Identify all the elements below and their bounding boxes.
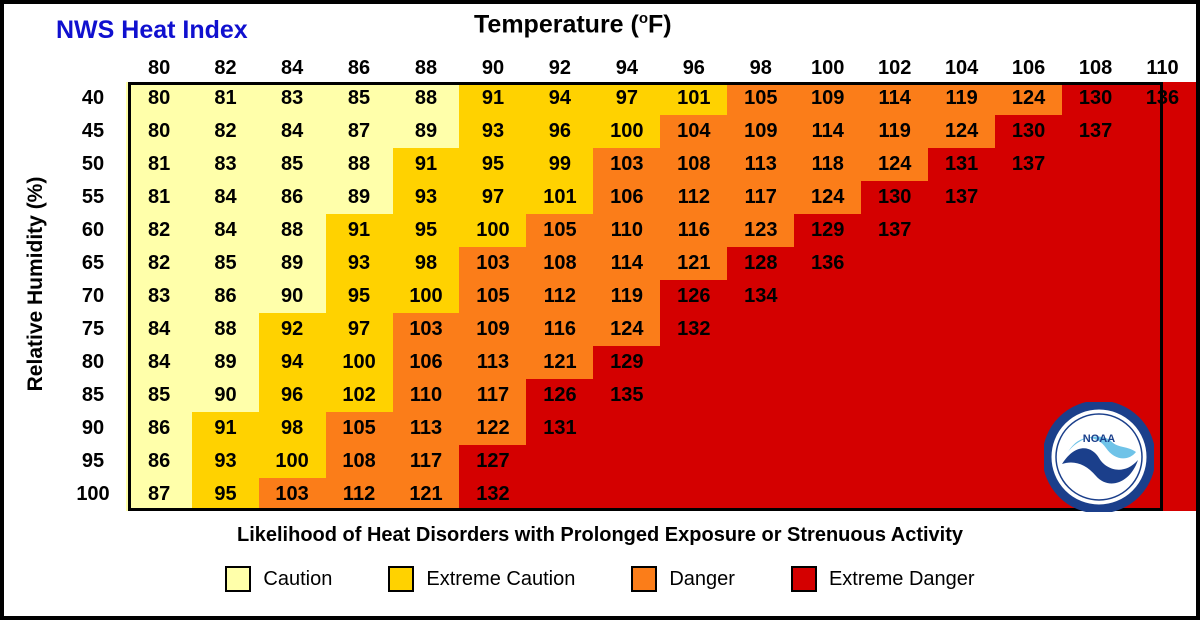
cell-60-110 [1129,214,1196,247]
cell-65-98: 128 [727,247,794,280]
table-row [60,181,1196,214]
degree-symbol: o [638,10,649,27]
cell-60-90: 100 [459,214,526,247]
cell-90-84: 98 [259,412,326,445]
cell-75-106 [995,313,1062,346]
cell-85-92: 126 [526,379,593,412]
x-axis-title-tail: F) [648,10,672,39]
cell-75-82: 88 [192,313,258,346]
col-head-15: 110 [1129,54,1196,82]
cell-40-92: 94 [526,82,593,115]
cell-95-98 [727,445,794,478]
cell-55-88: 93 [393,181,460,214]
cell-85-82: 90 [192,379,258,412]
cell-65-82: 85 [192,247,258,280]
cell-70-80: 83 [126,280,192,313]
row-head-8: 80 [60,346,126,379]
cell-65-110 [1129,247,1196,280]
cell-40-80: 80 [126,82,192,115]
cell-95-86: 108 [326,445,393,478]
cell-40-110: 136 [1129,82,1196,115]
cell-90-86: 105 [326,412,393,445]
col-head-8: 96 [660,54,727,82]
cell-85-80: 85 [126,379,192,412]
cell-80-84: 94 [259,346,326,379]
cell-75-110 [1129,313,1196,346]
noaa-logo [1044,402,1154,512]
cell-60-80: 82 [126,214,192,247]
cell-100-84: 103 [259,478,326,511]
cell-100-82: 95 [192,478,258,511]
cell-65-100: 136 [794,247,861,280]
col-head-9: 98 [727,54,794,82]
cell-80-100 [794,346,861,379]
cell-75-84: 92 [259,313,326,346]
cell-40-90: 91 [459,82,526,115]
col-head-0: 80 [126,54,192,82]
cell-40-82: 81 [192,82,258,115]
cell-100-88: 121 [393,478,460,511]
cell-45-94: 100 [593,115,660,148]
cell-65-108 [1062,247,1129,280]
cell-80-86: 100 [326,346,393,379]
cell-80-82: 89 [192,346,258,379]
col-head-5: 90 [459,54,526,82]
page-title: NWS Heat Index [56,16,248,44]
legend-swatch-danger [631,566,657,592]
cell-70-88: 100 [393,280,460,313]
y-axis-title: Relative Humidity (%) [24,176,47,392]
cell-45-88: 89 [393,115,460,148]
table-row [60,115,1196,148]
legend-swatch-extreme-caution [388,566,414,592]
cell-85-88: 110 [393,379,460,412]
table-row [60,412,1196,445]
table-row [60,82,1196,115]
cell-100-80: 87 [126,478,192,511]
col-head-14: 108 [1062,54,1129,82]
cell-65-106 [995,247,1062,280]
cell-65-94: 114 [593,247,660,280]
cell-100-92 [526,478,593,511]
cell-75-80: 84 [126,313,192,346]
cell-65-92: 108 [526,247,593,280]
cell-45-90: 93 [459,115,526,148]
cell-55-108 [1062,181,1129,214]
cell-90-90: 122 [459,412,526,445]
row-head-3: 55 [60,181,126,214]
col-head-4: 88 [393,54,460,82]
cell-45-80: 80 [126,115,192,148]
x-axis-title-text: Temperature ( [474,10,639,39]
cell-50-110 [1129,148,1196,181]
cell-40-88: 88 [393,82,460,115]
cell-40-102: 114 [861,82,928,115]
cell-80-94: 129 [593,346,660,379]
cell-70-84: 90 [259,280,326,313]
col-head-3: 86 [326,54,393,82]
cell-50-86: 88 [326,148,393,181]
cell-100-100 [794,478,861,511]
cell-70-100 [794,280,861,313]
row-head-9: 85 [60,379,126,412]
heat-index-body [60,82,1196,511]
cell-40-94: 97 [593,82,660,115]
cell-90-94 [593,412,660,445]
cell-45-108: 137 [1062,115,1129,148]
row-head-4: 60 [60,214,126,247]
cell-55-92: 101 [526,181,593,214]
row-head-1: 45 [60,115,126,148]
cell-60-106 [995,214,1062,247]
cell-60-98: 123 [727,214,794,247]
cell-95-92 [526,445,593,478]
cell-95-82: 93 [192,445,258,478]
cell-75-102 [861,313,928,346]
cell-45-86: 87 [326,115,393,148]
cell-80-80: 84 [126,346,192,379]
cell-70-82: 86 [192,280,258,313]
cell-40-106: 124 [995,82,1062,115]
cell-90-88: 113 [393,412,460,445]
row-head-5: 65 [60,247,126,280]
cell-55-86: 89 [326,181,393,214]
cell-80-108 [1062,346,1129,379]
cell-95-102 [861,445,928,478]
cell-45-110 [1129,115,1196,148]
cell-75-88: 103 [393,313,460,346]
cell-55-106 [995,181,1062,214]
row-head-0: 40 [60,82,126,115]
cell-85-84: 96 [259,379,326,412]
cell-50-88: 91 [393,148,460,181]
cell-95-84: 100 [259,445,326,478]
table-row [60,346,1196,379]
table-row [60,313,1196,346]
cell-45-82: 82 [192,115,258,148]
cell-40-108: 130 [1062,82,1129,115]
cell-85-102 [861,379,928,412]
cell-75-96: 132 [660,313,727,346]
cell-70-90: 105 [459,280,526,313]
cell-90-102 [861,412,928,445]
cell-90-100 [794,412,861,445]
cell-75-90: 109 [459,313,526,346]
cell-65-80: 82 [126,247,192,280]
cell-60-96: 116 [660,214,727,247]
cell-75-108 [1062,313,1129,346]
cell-80-96 [660,346,727,379]
heat-index-table [60,54,1196,511]
cell-80-104 [928,346,995,379]
cell-55-98: 117 [727,181,794,214]
table-row [60,478,1196,511]
cell-85-98 [727,379,794,412]
cell-80-102 [861,346,928,379]
cell-95-94 [593,445,660,478]
cell-45-100: 114 [794,115,861,148]
cell-45-96: 104 [660,115,727,148]
cell-45-92: 96 [526,115,593,148]
cell-70-106 [995,280,1062,313]
cell-90-104 [928,412,995,445]
cell-95-88: 117 [393,445,460,478]
cell-100-96 [660,478,727,511]
col-head-12: 104 [928,54,995,82]
row-head-2: 50 [60,148,126,181]
title-row [4,8,1196,50]
legend [4,566,1196,592]
cell-55-110 [1129,181,1196,214]
cell-70-86: 95 [326,280,393,313]
legend-item-extreme-caution [388,566,575,592]
cell-55-104: 137 [928,181,995,214]
cell-95-104 [928,445,995,478]
cell-85-90: 117 [459,379,526,412]
legend-label-extreme-caution: Extreme Caution [426,567,576,590]
cell-65-96: 121 [660,247,727,280]
col-head-7: 94 [593,54,660,82]
cell-85-94: 135 [593,379,660,412]
cell-55-94: 106 [593,181,660,214]
legend-label-extreme-danger: Extreme Danger [828,567,975,590]
cell-60-100: 129 [794,214,861,247]
cell-55-82: 84 [192,181,258,214]
cell-60-94: 110 [593,214,660,247]
cell-60-102: 137 [861,214,928,247]
cell-90-92: 131 [526,412,593,445]
table-corner [60,54,126,82]
cell-70-92: 112 [526,280,593,313]
legend-swatch-extreme-danger [791,566,817,592]
cell-65-84: 89 [259,247,326,280]
cell-100-104 [928,478,995,511]
cell-45-102: 119 [861,115,928,148]
cell-50-92: 99 [526,148,593,181]
cell-75-86: 97 [326,313,393,346]
cell-80-106 [995,346,1062,379]
cell-70-104 [928,280,995,313]
cell-75-94: 124 [593,313,660,346]
cell-50-82: 83 [192,148,258,181]
cell-40-84: 83 [259,82,326,115]
cell-90-82: 91 [192,412,258,445]
cell-100-102 [861,478,928,511]
cell-50-108 [1062,148,1129,181]
legend-item-danger [631,566,735,592]
cell-65-104 [928,247,995,280]
cell-60-88: 95 [393,214,460,247]
cell-100-90: 132 [459,478,526,511]
cell-65-90: 103 [459,247,526,280]
chart-caption: Likelihood of Heat Disorders with Prolonged Exposure or Strenuous Activity [236,524,964,546]
cell-70-98: 134 [727,280,794,313]
row-head-11: 95 [60,445,126,478]
legend-swatch-caution [225,566,251,592]
legend-label-caution: Caution [263,567,333,590]
cell-70-110 [1129,280,1196,313]
cell-75-104 [928,313,995,346]
cell-50-98: 113 [727,148,794,181]
col-head-10: 100 [794,54,861,82]
cell-85-86: 102 [326,379,393,412]
cell-90-98 [727,412,794,445]
cell-100-94 [593,478,660,511]
cell-45-84: 84 [259,115,326,148]
cell-95-90: 127 [459,445,526,478]
cell-75-100 [794,313,861,346]
cell-50-104: 131 [928,148,995,181]
cell-55-100: 124 [794,181,861,214]
table-row [60,280,1196,313]
cell-45-98: 109 [727,115,794,148]
cell-50-80: 81 [126,148,192,181]
row-head-6: 70 [60,280,126,313]
col-head-13: 106 [995,54,1062,82]
cell-80-98 [727,346,794,379]
table-row [60,445,1196,478]
cell-40-98: 105 [727,82,794,115]
cell-50-96: 108 [660,148,727,181]
col-head-2: 84 [259,54,326,82]
cell-40-104: 119 [928,82,995,115]
legend-item-caution [225,566,332,592]
cell-65-88: 98 [393,247,460,280]
cell-40-100: 109 [794,82,861,115]
col-head-6: 92 [526,54,593,82]
legend-label-danger: Danger [669,567,735,590]
table-row [60,247,1196,280]
cell-60-82: 84 [192,214,258,247]
cell-40-96: 101 [660,82,727,115]
noaa-logo-text: NOAA [1082,433,1116,445]
cell-40-86: 85 [326,82,393,115]
cell-65-102 [861,247,928,280]
x-axis-title [474,10,672,39]
cell-80-92: 121 [526,346,593,379]
cell-50-100: 118 [794,148,861,181]
cell-55-96: 112 [660,181,727,214]
cell-45-104: 124 [928,115,995,148]
cell-50-90: 95 [459,148,526,181]
cell-80-88: 106 [393,346,460,379]
legend-item-extreme-danger [791,566,975,592]
cell-60-108 [1062,214,1129,247]
cell-90-80: 86 [126,412,192,445]
cell-55-102: 130 [861,181,928,214]
cell-60-84: 88 [259,214,326,247]
table-row [60,148,1196,181]
cell-85-100 [794,379,861,412]
table-row [60,214,1196,247]
cell-100-98 [727,478,794,511]
cell-55-80: 81 [126,181,192,214]
col-head-1: 82 [192,54,258,82]
cell-100-86: 112 [326,478,393,511]
cell-85-96 [660,379,727,412]
cell-50-106: 137 [995,148,1062,181]
cell-95-96 [660,445,727,478]
cell-90-96 [660,412,727,445]
cell-80-90: 113 [459,346,526,379]
table-header-row [60,54,1196,82]
cell-60-86: 91 [326,214,393,247]
cell-85-104 [928,379,995,412]
cell-55-90: 97 [459,181,526,214]
cell-50-102: 124 [861,148,928,181]
cell-50-94: 103 [593,148,660,181]
row-head-12: 100 [60,478,126,511]
cell-70-102 [861,280,928,313]
cell-95-100 [794,445,861,478]
cell-75-98 [727,313,794,346]
cell-45-106: 130 [995,115,1062,148]
cell-70-96: 126 [660,280,727,313]
cell-95-80: 86 [126,445,192,478]
cell-50-84: 85 [259,148,326,181]
cell-80-110 [1129,346,1196,379]
cell-55-84: 86 [259,181,326,214]
cell-65-86: 93 [326,247,393,280]
cell-70-108 [1062,280,1129,313]
cell-60-104 [928,214,995,247]
table-row [60,379,1196,412]
heat-index-grid [60,54,1196,511]
row-head-10: 90 [60,412,126,445]
col-head-11: 102 [861,54,928,82]
row-head-7: 75 [60,313,126,346]
cell-70-94: 119 [593,280,660,313]
cell-60-92: 105 [526,214,593,247]
cell-75-92: 116 [526,313,593,346]
